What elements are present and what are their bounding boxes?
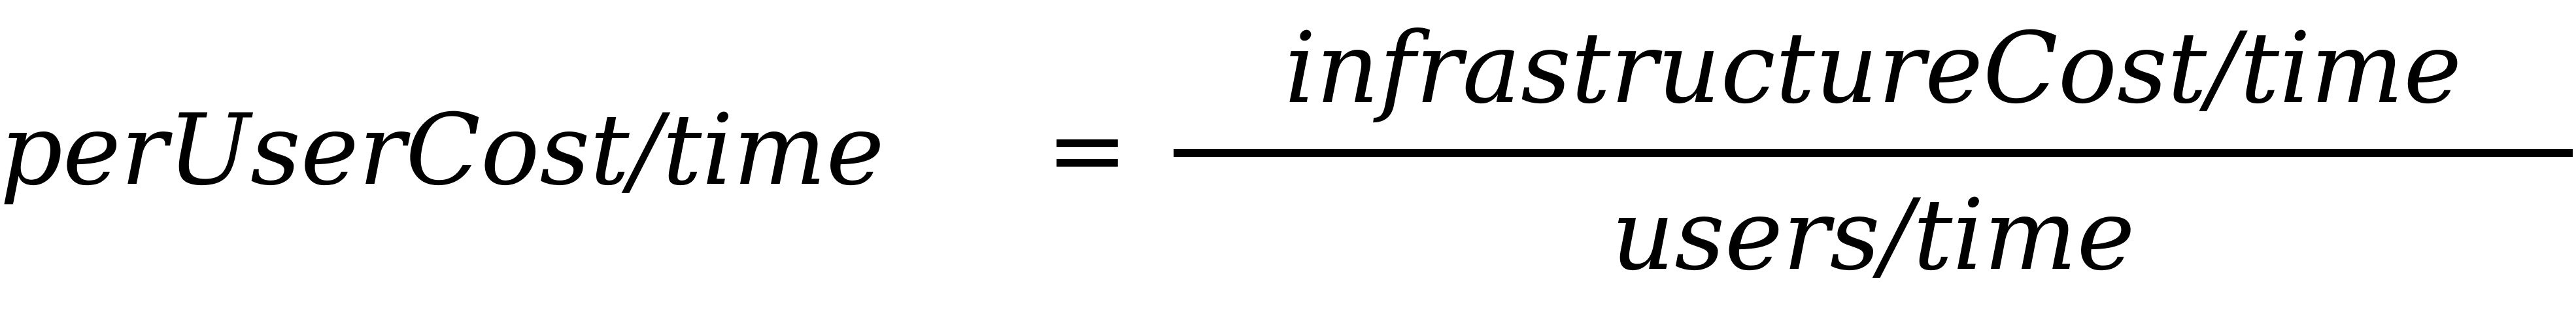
fraction-denominator: users/time bbox=[1611, 179, 2135, 292]
fraction bbox=[1174, 0, 2573, 314]
fraction-numerator: infrastructureCost/time bbox=[1284, 12, 2462, 126]
fraction-bar bbox=[1174, 149, 2573, 157]
equals-sign: = bbox=[1046, 94, 1128, 207]
formula-lhs: perUserCost/time bbox=[0, 94, 885, 207]
